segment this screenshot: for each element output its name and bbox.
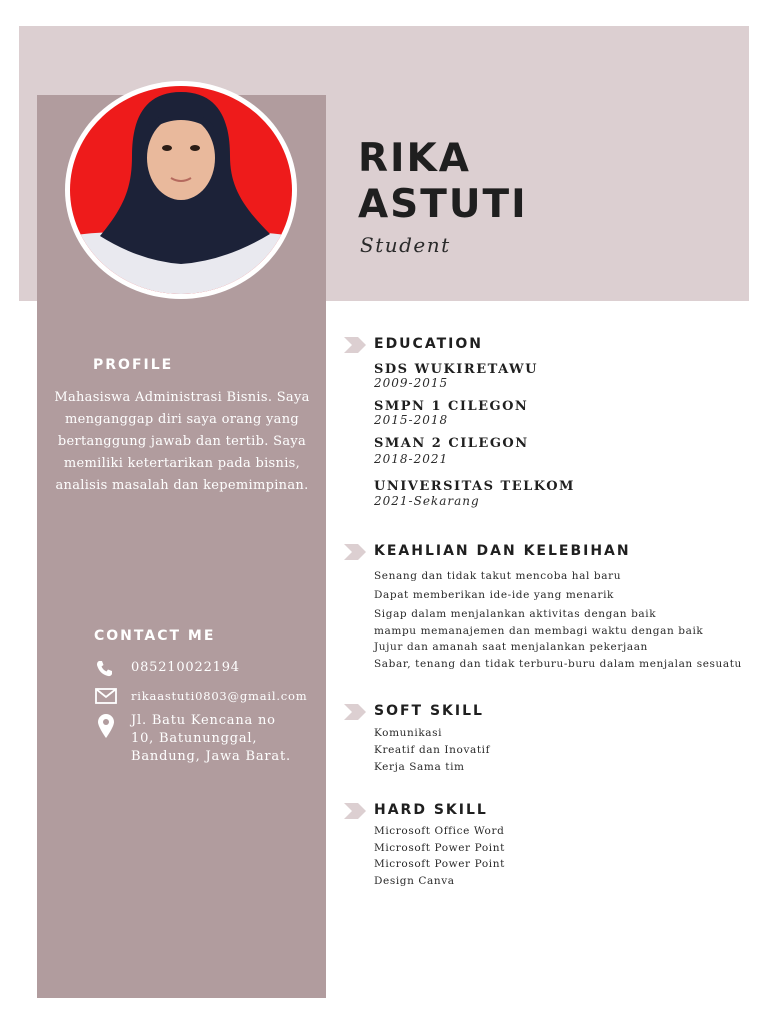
contact-heading: CONTACT ME (94, 628, 216, 644)
education-years: 2009-2015 (374, 376, 449, 390)
email-address: rikaastuti0803@gmail.com (131, 689, 308, 703)
hard-skill-item: Design Canva (374, 875, 455, 887)
hard-skill-heading: HARD SKILL (374, 802, 488, 818)
skill-item: mampu memanajemen dan membagi waktu dengan baik (374, 625, 704, 637)
mail-icon (95, 688, 117, 707)
skill-item: Dapat memberikan ide-ide yang menarik (374, 589, 614, 601)
chevron-right-icon (344, 704, 366, 720)
skills-heading: KEAHLIAN DAN KELEBIHAN (374, 543, 631, 559)
education-school: SMAN 2 CILEGON (374, 436, 529, 451)
hard-skill-item: Microsoft Power Point (374, 858, 505, 870)
full-name (358, 136, 528, 228)
profile-heading: PROFILE (93, 357, 174, 373)
skill-item: Sigap dalam menjalankan aktivitas dengan baik (374, 608, 657, 620)
address-line: 10, Batununggal, (131, 731, 258, 746)
education-school: SMPN 1 CILEGON (374, 399, 529, 414)
phone-number: 085210022194 (131, 660, 240, 675)
first-name: RIKA (358, 136, 471, 181)
hard-skill-item: Microsoft Power Point (374, 842, 505, 854)
phone-icon (95, 660, 115, 682)
hard-skill-item: Microsoft Office Word (374, 825, 505, 837)
education-heading: EDUCATION (374, 336, 483, 352)
soft-skill-item: Kerja Sama tim (374, 761, 465, 773)
role-title: Student (360, 233, 451, 257)
address (131, 712, 291, 766)
profile-photo (65, 81, 297, 299)
skill-item: Sabar, tenang dan tidak terburu-buru dalam menjalan sesuatu (374, 658, 742, 670)
education-years: 2021-Sekarang (374, 494, 480, 508)
profile-text: Mahasiswa Administrasi Bisnis. Saya menganggap diri saya orang yang bertanggung jawab dan tertib. Saya memiliki ketertarikan pada bisnis, analisis masalah dan kepemimpinan. (54, 390, 310, 493)
soft-skill-item: Komunikasi (374, 727, 443, 739)
education-school: SDS WUKIRETAWU (374, 362, 538, 377)
chevron-right-icon (344, 544, 366, 560)
education-school: UNIVERSITAS TELKOM (374, 479, 575, 494)
last-name: ASTUTI (358, 182, 528, 227)
address-line: Jl. Batu Kencana no (131, 713, 276, 728)
education-years: 2018-2021 (374, 452, 449, 466)
soft-skill-heading: SOFT SKILL (374, 703, 484, 719)
address-line: Bandung, Jawa Barat. (131, 749, 291, 764)
education-years: 2015-2018 (374, 413, 449, 427)
location-pin-icon (98, 714, 114, 744)
skill-item: Jujur dan amanah saat menjalankan pekerjaan (374, 641, 648, 653)
chevron-right-icon (344, 803, 366, 819)
skill-item: Senang dan tidak takut mencoba hal baru (374, 570, 622, 582)
chevron-right-icon (344, 337, 366, 353)
soft-skill-item: Kreatif dan Inovatif (374, 744, 491, 756)
